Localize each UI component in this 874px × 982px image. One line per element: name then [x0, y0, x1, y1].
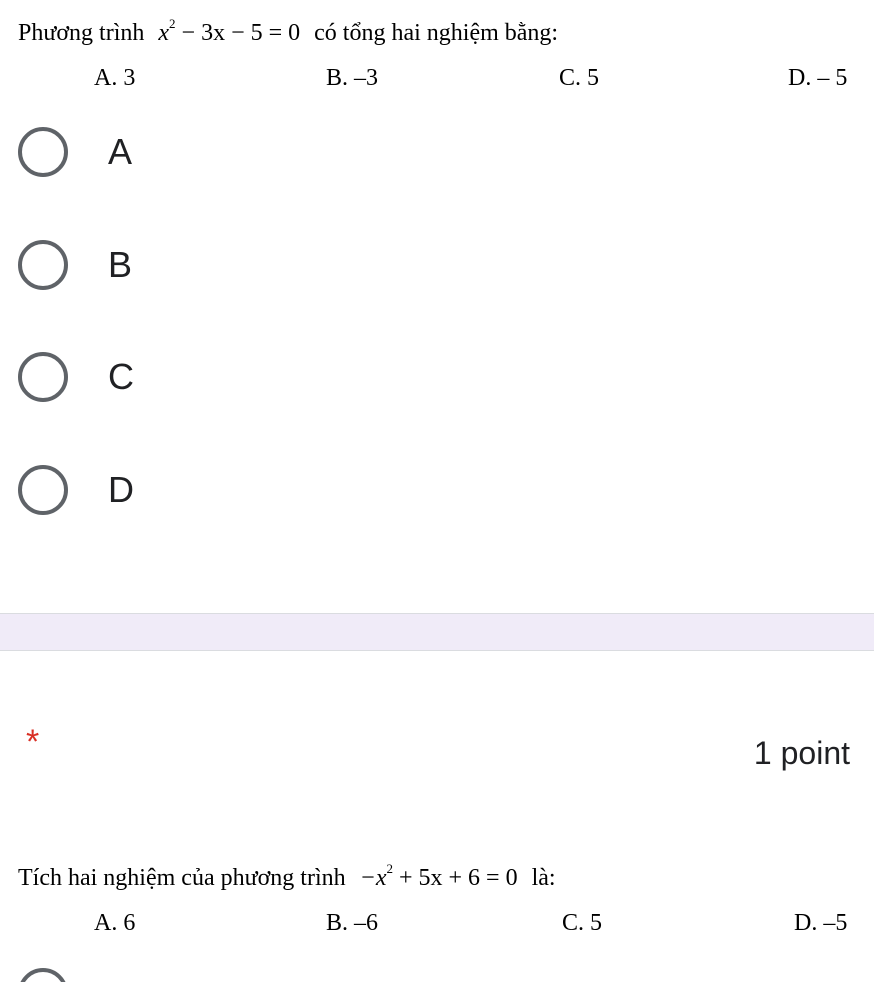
question1-suffix: có tổng hai nghiệm bằng: [314, 20, 559, 46]
points-label: 1 point [753, 735, 850, 771]
question1-choice-b: B. –3 [326, 65, 379, 91]
radio-b[interactable] [18, 240, 68, 290]
question1-text [18, 18, 558, 48]
question2-text [18, 863, 556, 893]
question2-equation-rest: + 5x + 6 = 0 [398, 865, 518, 891]
option-c[interactable] [18, 347, 218, 407]
question2-prefix: Tích hai nghiệm của phương trình [18, 865, 346, 891]
question2-choices [0, 908, 874, 938]
question1-equation [158, 16, 306, 46]
option-b[interactable] [18, 235, 218, 295]
question1-equation-base: x [158, 20, 170, 46]
question2-suffix: là: [531, 865, 556, 891]
option-d[interactable] [18, 460, 218, 520]
question1-equation-exponent: 2 [169, 16, 176, 31]
question1-choice-a: A. 3 [94, 65, 136, 91]
question1-choice-c: C. 5 [559, 65, 600, 91]
question2-equation-lead: −x [359, 865, 387, 891]
question1-equation-rest: − 3x − 5 = 0 [181, 20, 301, 46]
option-d-label: D [108, 469, 134, 510]
question1-prefix: Phương trình [18, 20, 145, 46]
radio-d[interactable] [18, 465, 68, 515]
radio-q2-a-partial[interactable] [18, 968, 68, 982]
option-b-label: B [108, 244, 133, 285]
question2-choice-b: B. –6 [326, 910, 379, 936]
option-a[interactable] [18, 122, 218, 182]
question2-equation-exponent: 2 [386, 861, 393, 876]
radio-a[interactable] [18, 127, 68, 177]
option-a-label: A [108, 131, 133, 172]
required-mark: * [26, 723, 40, 761]
question2-choice-d: D. –5 [794, 910, 848, 936]
question1-choices [0, 63, 874, 93]
question2-choice-c: C. 5 [562, 910, 603, 936]
radio-c[interactable] [18, 352, 68, 402]
question2-equation [359, 861, 524, 891]
question1-choice-d: D. – 5 [788, 65, 848, 91]
question2-choice-a: A. 6 [94, 910, 136, 936]
question-divider [0, 613, 874, 651]
option-c-label: C [108, 356, 134, 397]
